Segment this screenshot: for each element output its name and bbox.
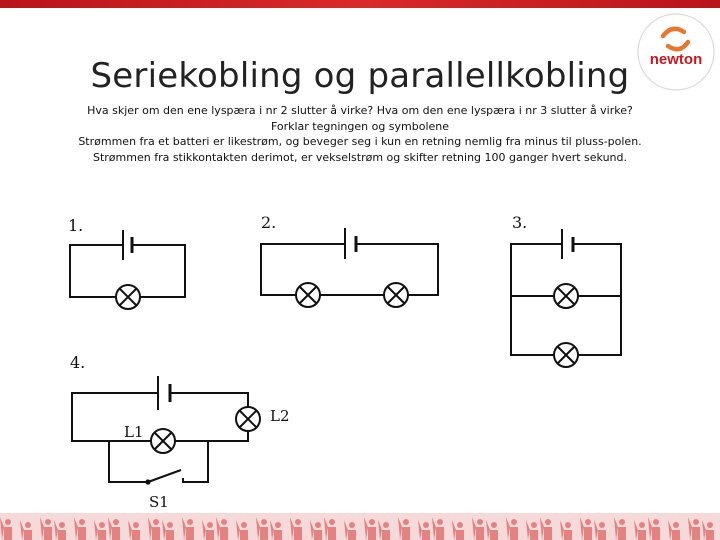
crowd-figure-head <box>45 519 51 525</box>
crowd-figure-head <box>295 519 301 525</box>
crowd-figure-head <box>133 522 139 528</box>
crowd-figure-head <box>653 519 659 525</box>
text-line: Strømmen fra stikkontakten derimot, er vekselstrøm og skifter retning 100 ganger hvert sekund. <box>92 150 628 164</box>
crowd-figure-head <box>79 519 85 525</box>
crowd-figure-head <box>599 522 605 528</box>
circuit-1 <box>68 216 185 309</box>
lamp-icon <box>236 407 260 431</box>
circuit-2-number: 2. <box>261 213 277 232</box>
battery-icon <box>158 376 170 410</box>
page-title: Seriekobling og parallellkobling <box>90 56 630 96</box>
circuit-4-number: 4. <box>70 353 86 372</box>
crowd-figure-head <box>619 519 625 525</box>
crowd-figure-head <box>477 519 483 525</box>
crowd-figure-head <box>693 519 699 525</box>
circuit-3-number: 3. <box>512 213 528 232</box>
footer-crowd-banner <box>0 513 720 540</box>
circuit-2 <box>261 213 438 307</box>
switch-icon <box>146 470 181 484</box>
crowd-figure-head <box>25 522 31 528</box>
crowd-figure-head <box>383 522 389 528</box>
battery-icon <box>123 230 132 260</box>
crowd-figure-head <box>673 522 679 528</box>
crowd-figure-head <box>315 522 321 528</box>
lamp-icon <box>116 285 140 309</box>
crowd-figure-head <box>565 522 571 528</box>
lamp-1-label: L1 <box>124 423 144 441</box>
lamp-icon <box>384 283 408 307</box>
logo-text: newton <box>649 51 703 68</box>
crowd-figure-head <box>113 519 119 525</box>
crowd-figure-head <box>707 522 713 528</box>
crowd-figure-head <box>167 522 173 528</box>
crowd-figure-head <box>5 519 11 525</box>
text-line: Strømmen fra et batteri er likestrøm, og beveger seg i kun en retning nemlig fra minus til pluss-polen. <box>78 135 642 148</box>
crowd-figure-head <box>99 522 105 528</box>
crowd-figure-head <box>457 522 463 528</box>
crowd-figure-head <box>329 519 335 525</box>
crowd-figure-head <box>275 522 281 528</box>
crowd-figure-head <box>511 519 517 525</box>
crowd-figure-head <box>423 522 429 528</box>
crowd-figure-head <box>639 522 645 528</box>
crowd-figure-head <box>261 519 267 525</box>
crowd-figure-head <box>59 522 65 528</box>
crowd-figure-head <box>491 522 497 528</box>
crowd-figure-head <box>207 522 213 528</box>
lamp-icon <box>554 343 578 367</box>
crowd-figure-head <box>153 519 159 525</box>
crowd-figure-head <box>585 519 591 525</box>
crowd-figure-head <box>221 519 227 525</box>
switch-label: S1 <box>149 493 169 511</box>
battery-icon <box>345 228 356 259</box>
crowd-figure-head <box>241 522 247 528</box>
lamp-icon <box>151 429 175 453</box>
crowd-figure-head <box>369 519 375 525</box>
text-line: Hva skjer om den ene lyspæra i nr 2 slutter å virke? Hva om den ene lyspæra i nr 3 slutter å virke? <box>87 104 633 117</box>
crowd-figure-head <box>437 519 443 525</box>
crowd-figure-head <box>545 519 551 525</box>
circuit-2-wire <box>261 244 438 295</box>
lamp-icon <box>554 284 578 308</box>
circuit-1-number: 1. <box>68 216 84 235</box>
crowd-figure-head <box>187 519 193 525</box>
battery-icon <box>562 229 573 259</box>
lamp-2-label: L2 <box>270 407 290 425</box>
circuit-4 <box>70 353 290 511</box>
text-line: Forklar tegningen og symbolene <box>270 119 450 133</box>
lamp-icon <box>296 283 320 307</box>
crowd-figure-head <box>403 519 409 525</box>
circuit-3 <box>511 213 621 367</box>
crowd-figure-head <box>349 522 355 528</box>
crowd-figure-head <box>531 522 537 528</box>
